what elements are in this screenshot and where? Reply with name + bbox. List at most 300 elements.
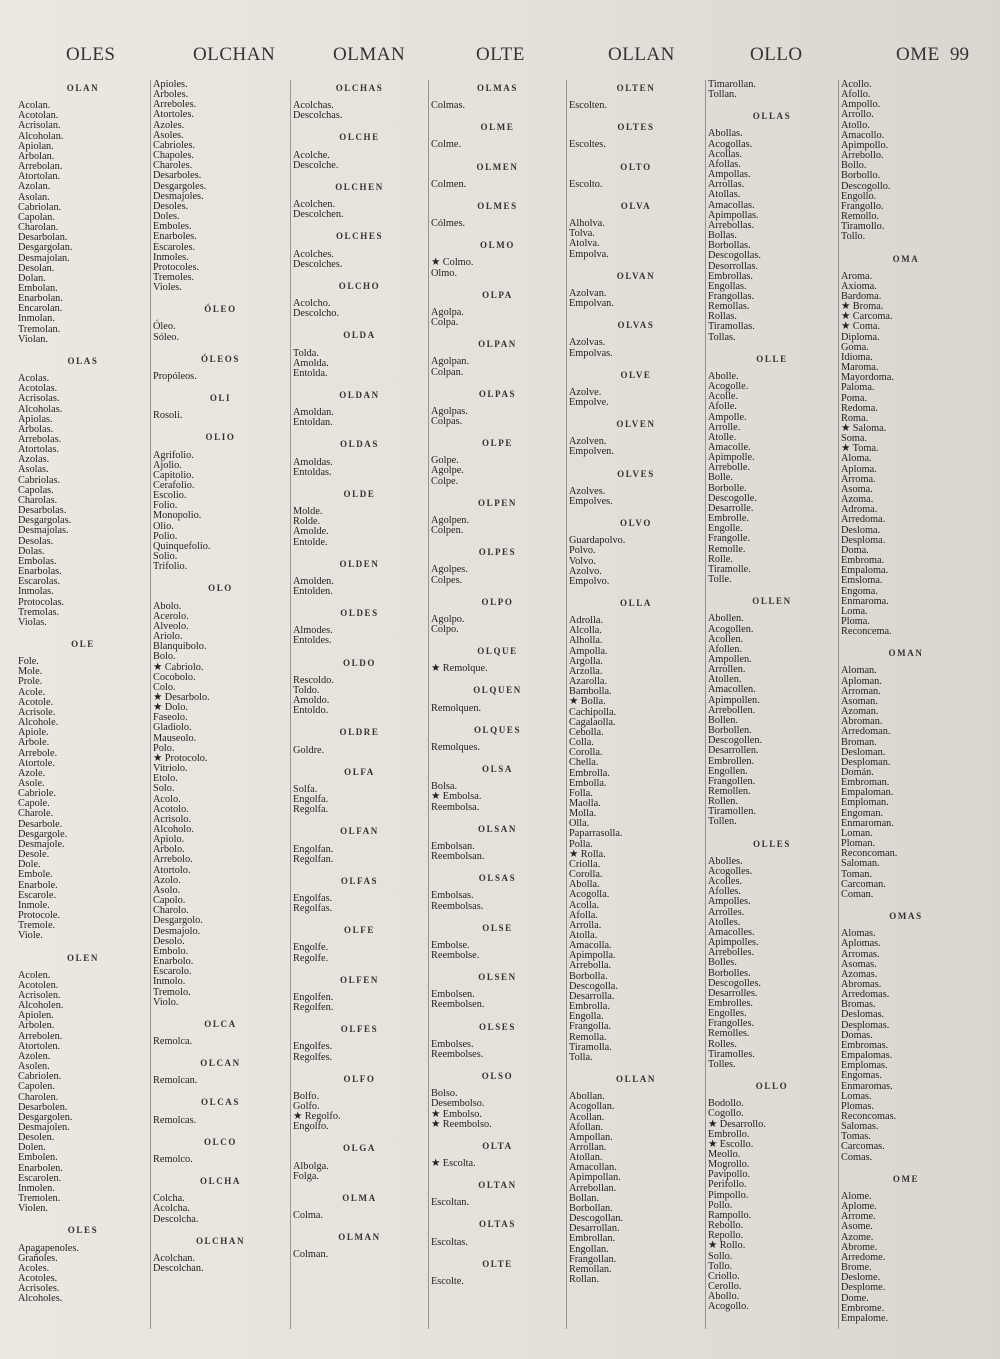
word-entry: Atortolan. xyxy=(18,171,61,183)
word-entry: Arredoman. xyxy=(841,726,891,738)
word-entry: Acolen. xyxy=(18,969,51,981)
word-entry: ★ Cabriolo. xyxy=(153,661,204,673)
word-entry: Embrolles. xyxy=(708,997,753,1009)
word-entry: Acotolo. xyxy=(153,803,189,815)
section-heading: OMAS xyxy=(889,911,923,922)
word-entry: ★ Escollo. xyxy=(708,1138,754,1150)
word-entry: Tiramollas. xyxy=(708,321,755,333)
word-entry: Agolpe. xyxy=(431,465,464,477)
word-entry: Empolves. xyxy=(569,495,613,507)
word-entry: Toman. xyxy=(841,868,873,880)
word-entry: Bollas. xyxy=(708,230,737,242)
word-entry: Emplomas. xyxy=(841,1060,888,1072)
word-entry: Aplome. xyxy=(841,1201,877,1213)
word-entry: Desmajolas. xyxy=(18,525,69,537)
word-entry: Cagalaolla. xyxy=(569,716,616,728)
word-entry: Entoldas. xyxy=(293,466,332,478)
word-entry: Arrebollas. xyxy=(708,219,755,231)
word-entry: Descogollo. xyxy=(841,180,891,192)
word-entry: Goma. xyxy=(841,341,869,353)
word-entry: Arrebole. xyxy=(18,747,58,759)
word-entry: Charolas. xyxy=(18,494,58,506)
word-entry: Adroma. xyxy=(841,504,878,516)
word-entry: Dolas. xyxy=(18,545,45,557)
word-entry: Almodes. xyxy=(293,625,333,637)
word-entry: Apiolan. xyxy=(18,140,54,152)
running-head: OLES xyxy=(66,44,116,65)
word-entry: Solo. xyxy=(153,783,175,795)
word-entry: Bardoma. xyxy=(841,290,882,302)
word-entry: Olmo. xyxy=(431,267,458,279)
word-entry: Tolles. xyxy=(708,1058,736,1070)
section-heading: OLE xyxy=(71,638,95,649)
word-entry: Asomas. xyxy=(841,958,877,970)
word-entry: Corolla. xyxy=(569,869,603,881)
word-entry: Repollo. xyxy=(708,1230,744,1242)
word-entry: Mole. xyxy=(18,666,43,678)
column-divider xyxy=(290,80,291,1329)
section-heading: OLSAN xyxy=(477,823,517,834)
word-entry: Desolen. xyxy=(18,1132,55,1144)
section-heading: OLLES xyxy=(752,838,791,849)
word-entry: Reconcomas. xyxy=(841,1111,897,1122)
word-entry: Tollan. xyxy=(708,89,737,101)
word-entry: Embolla. xyxy=(569,777,607,789)
word-entry: Aloman. xyxy=(841,665,877,677)
word-entry: Charolen. xyxy=(18,1091,59,1103)
word-entry: Dome. xyxy=(841,1292,869,1304)
word-entry: ★ Broma. xyxy=(841,301,884,313)
word-entry: Solio. xyxy=(153,551,178,563)
word-entry: Alcoholes. xyxy=(18,1293,63,1305)
word-entry: Atolle. xyxy=(708,431,737,443)
word-entry: Abrome. xyxy=(841,1241,878,1253)
word-entry: Colpo. xyxy=(431,624,459,635)
word-entry: Desgargolo. xyxy=(153,915,203,927)
section-heading: OLLAN xyxy=(615,1074,656,1085)
word-entry: Loma. xyxy=(841,605,868,617)
word-entry: Arrebollo. xyxy=(841,150,884,162)
word-entry: Remolcan. xyxy=(153,1075,198,1087)
word-entry: Engollen. xyxy=(708,765,748,777)
word-entry: Cocobolo. xyxy=(153,671,196,683)
word-entry: ★ Desarrollo. xyxy=(708,1118,766,1130)
word-entry: Acolla. xyxy=(569,899,600,911)
word-entry: Desarbolas. xyxy=(18,505,67,517)
page-number: 99 xyxy=(950,44,969,65)
word-entry: Borbolles. xyxy=(708,967,751,979)
word-entry: Remolle. xyxy=(708,543,746,555)
word-entry: Rolde. xyxy=(293,516,321,528)
word-entry: Azolves. xyxy=(569,485,606,497)
word-entry: Tiramolla. xyxy=(569,1041,612,1053)
word-entry: Ploma. xyxy=(841,615,870,627)
word-entry: ★ Regolfo. xyxy=(293,1111,341,1123)
word-entry: Afollen. xyxy=(708,643,743,655)
word-entry: Empaloman. xyxy=(841,787,894,799)
word-entry: Arrebolan. xyxy=(18,161,63,173)
section-heading: OLGA xyxy=(343,1143,376,1154)
section-heading: OLFAN xyxy=(340,826,379,837)
word-entry: Acrisoles. xyxy=(18,1283,60,1295)
section-heading: OLVEN xyxy=(616,419,656,430)
word-entry: Rollen. xyxy=(708,796,739,808)
word-entry: Arrebolles. xyxy=(708,947,755,959)
word-entry: Arrebolas. xyxy=(18,434,62,445)
word-entry: Saloman. xyxy=(841,858,880,870)
word-entry: Colpas. xyxy=(431,415,463,427)
word-entry: Charolo. xyxy=(153,905,189,917)
word-entry: Amacollen. xyxy=(708,684,756,696)
word-entry: Loman. xyxy=(841,827,873,839)
section-heading: OLQUE xyxy=(477,646,518,657)
word-entry: Azolvas. xyxy=(569,337,606,349)
section-heading: OLSE xyxy=(482,922,513,933)
word-entry: Descolcha. xyxy=(153,1213,199,1225)
word-entry: Acollo. xyxy=(841,79,872,90)
word-entry: Protocolas. xyxy=(18,596,65,608)
word-entry: Embrollo. xyxy=(708,1128,750,1140)
word-entry: Capolen. xyxy=(18,1081,55,1093)
word-entry: Entolden. xyxy=(293,586,333,597)
word-entry: Remollen. xyxy=(708,786,751,797)
word-entry: Apimpolle. xyxy=(708,452,755,464)
word-entry: Azolen. xyxy=(18,1050,51,1062)
word-entry: Acolles. xyxy=(708,876,743,888)
word-entry: Abroman. xyxy=(841,716,883,728)
word-entry: Amolde. xyxy=(293,526,329,538)
section-heading: OLDAS xyxy=(339,439,379,450)
word-entry: Embrolla. xyxy=(569,1001,610,1013)
word-entry: Frangollan. xyxy=(569,1253,617,1265)
word-entry: Colmas. xyxy=(431,100,466,112)
word-entry: Bambolla. xyxy=(569,686,612,698)
section-heading: OMA xyxy=(892,253,920,264)
word-entry: Embolen. xyxy=(18,1152,58,1164)
word-entry: ★ Embolso. xyxy=(431,1108,482,1120)
word-entry: ★ Remolque. xyxy=(431,663,488,675)
word-entry: Amacolle. xyxy=(708,442,751,453)
word-entry: Atollas. xyxy=(708,189,741,201)
word-entry: Remolques. xyxy=(431,741,480,753)
word-entry: Tollo. xyxy=(841,231,866,243)
section-heading: OLVE xyxy=(620,369,652,380)
word-entry: Acotolen. xyxy=(18,979,59,991)
word-entry: Tiramolle. xyxy=(708,563,751,575)
section-heading: OLMES xyxy=(477,200,518,211)
word-entry: Inmoles. xyxy=(153,251,189,263)
word-entry: Olla. xyxy=(569,818,590,830)
section-heading: OLFEN xyxy=(339,974,379,985)
word-entry: Rebollo. xyxy=(708,1220,744,1232)
word-entry: Pimpollo. xyxy=(708,1189,749,1201)
word-entry: Bollan. xyxy=(569,1192,600,1204)
word-entry: Ampolle. xyxy=(708,411,747,423)
word-entry: Molde. xyxy=(293,506,323,518)
word-entry: Amacollo. xyxy=(841,129,885,141)
word-entry: Atortolo. xyxy=(153,864,191,876)
word-entry: Arrollo. xyxy=(841,109,874,121)
word-entry: Borbolle. xyxy=(708,482,747,494)
word-entry: Desplomas. xyxy=(841,1019,890,1031)
word-entry: Apiolen. xyxy=(18,1010,54,1022)
section-heading: OLCA xyxy=(204,1018,237,1029)
word-entry: Tremolen. xyxy=(18,1193,61,1205)
section-heading: OLCHA xyxy=(199,1176,241,1187)
word-entry: Paloma. xyxy=(841,382,875,394)
word-entry: Afolla. xyxy=(569,909,598,921)
word-entry: Folla. xyxy=(569,787,593,799)
word-entry: Arbolen. xyxy=(18,1020,55,1032)
word-entry: Desmajole. xyxy=(18,838,65,850)
word-column xyxy=(153,80,288,1274)
word-entry: Descogolla. xyxy=(569,980,618,992)
word-entry: Albolga. xyxy=(293,1160,329,1172)
word-entry: Capolas. xyxy=(18,484,54,496)
word-entry: Violes. xyxy=(153,282,182,294)
section-heading: OLDRE xyxy=(339,727,380,738)
word-entry: Embolas. xyxy=(18,555,57,567)
word-entry: Desgargole. xyxy=(18,828,68,840)
word-entry: Atortolas. xyxy=(18,444,59,456)
word-entry: Polo. xyxy=(153,742,175,754)
section-heading: OLLO xyxy=(755,1081,789,1092)
word-entry: Engoman. xyxy=(841,807,884,819)
word-entry: Borbollo. xyxy=(841,170,881,182)
word-entry: Grañoles. xyxy=(18,1252,58,1264)
word-entry: Volvo. xyxy=(569,555,596,567)
word-entry: Azole. xyxy=(18,767,46,779)
word-entry: Embroma. xyxy=(841,555,885,567)
word-entry: Arrebolla. xyxy=(569,960,612,972)
word-entry: Inmolen. xyxy=(18,1182,55,1194)
word-entry: Cólmes. xyxy=(431,218,466,230)
word-entry: Dolen. xyxy=(18,1142,46,1154)
word-entry: Reembolsas. xyxy=(431,900,484,912)
word-entry: Mogrollo. xyxy=(708,1159,750,1171)
word-entry: Descolchan. xyxy=(153,1263,204,1274)
word-entry: Amoldan. xyxy=(293,407,334,419)
word-entry: Cebolla. xyxy=(569,726,604,738)
word-entry: Aploma. xyxy=(841,463,877,475)
word-entry: Emploman. xyxy=(841,797,889,809)
word-entry: Poma. xyxy=(841,392,868,404)
word-entry: Rescoldo. xyxy=(293,674,334,686)
word-entry: Ariolo. xyxy=(153,631,183,643)
word-entry: Tiramolles. xyxy=(708,1048,755,1060)
word-entry: Colmen. xyxy=(431,178,467,190)
section-heading: OLMEN xyxy=(476,161,519,172)
word-entry: Desolo. xyxy=(153,935,185,947)
section-heading: OLFA xyxy=(344,766,375,777)
word-entry: Engolles. xyxy=(708,1008,747,1020)
word-entry: Escarole. xyxy=(18,889,57,901)
word-entry: Corolla. xyxy=(569,747,603,759)
word-entry: ★ Escolta. xyxy=(431,1158,476,1169)
word-entry: ★ Carcoma. xyxy=(841,311,893,323)
section-heading: OLSES xyxy=(478,1021,517,1032)
word-entry: Ploman. xyxy=(841,838,876,850)
word-entry: Reembolsan. xyxy=(431,851,485,863)
word-entry: Embrolla. xyxy=(569,767,610,779)
word-entry: Alomas. xyxy=(841,928,876,940)
word-entry: Capolo. xyxy=(153,895,186,907)
word-entry: Inmolas. xyxy=(18,586,54,598)
word-entry: Meollo. xyxy=(708,1149,741,1160)
word-entry: Violan. xyxy=(18,333,48,345)
word-entry: Blanquibolo. xyxy=(153,641,207,653)
word-entry: Óleo. xyxy=(153,321,176,333)
section-heading: OLES xyxy=(67,1225,99,1236)
word-entry: Viole. xyxy=(18,930,43,942)
word-entry: Arromas. xyxy=(841,948,880,960)
word-entry: Cabriolen. xyxy=(18,1071,62,1083)
word-entry: Polio. xyxy=(153,530,178,542)
word-entry: Arrollan. xyxy=(569,1141,607,1153)
section-heading: OLAS xyxy=(67,355,99,366)
word-entry: Desgargoles. xyxy=(153,180,207,192)
word-entry: Empolva. xyxy=(569,248,609,260)
word-entry: Borbollan. xyxy=(569,1202,613,1214)
word-entry: Agolpo. xyxy=(431,613,465,625)
word-entry: Remollan. xyxy=(569,1263,612,1275)
word-entry: Escarolen. xyxy=(18,1172,62,1184)
word-entry: Acrisolan. xyxy=(18,120,61,132)
word-entry: Desploman. xyxy=(841,756,891,768)
word-entry: Desplome. xyxy=(841,1282,886,1294)
word-entry: Sóleo. xyxy=(153,331,180,343)
word-entry: Descolches. xyxy=(293,258,343,270)
word-entry: Inmole. xyxy=(18,899,50,911)
word-entry: Cabriolan. xyxy=(18,201,62,213)
section-heading: OLPA xyxy=(482,289,513,300)
section-heading: OLVES xyxy=(617,468,655,479)
section-heading: OLCHAN xyxy=(195,1235,246,1246)
word-entry: Doma. xyxy=(841,544,869,556)
column-divider xyxy=(150,80,151,1329)
word-entry: Ampollan. xyxy=(569,1131,613,1143)
word-entry: Arrollen. xyxy=(708,664,746,676)
running-head: OLTE xyxy=(476,44,525,65)
word-entry: Tomas. xyxy=(841,1131,871,1143)
word-entry: Arrebolle. xyxy=(708,462,751,474)
section-heading: OLLA xyxy=(620,598,652,608)
word-entry: Bollen. xyxy=(708,714,739,726)
word-entry: Asoman. xyxy=(841,695,878,707)
word-entry: Remolla. xyxy=(569,1031,607,1043)
word-entry: ★ Embolsa. xyxy=(431,791,482,803)
word-entry: ★ Reembolso. xyxy=(431,1118,492,1130)
word-entry: Afollo. xyxy=(841,89,871,101)
word-entry: Aroma. xyxy=(841,270,873,282)
word-entry: Ampolla. xyxy=(569,645,608,657)
word-entry: Arrebollen. xyxy=(708,704,756,716)
word-entry: Maolla. xyxy=(569,797,601,809)
word-entry: Acolas. xyxy=(18,373,50,385)
word-entry: Acerolo. xyxy=(153,610,189,622)
word-entry: Embrome. xyxy=(841,1302,885,1314)
word-entry: Azoma. xyxy=(841,494,874,506)
word-column xyxy=(841,80,971,1324)
section-heading: OLCHO xyxy=(338,280,381,291)
word-entry: Alcoholas. xyxy=(18,403,63,415)
section-heading: OLIO xyxy=(205,432,236,443)
word-entry: Aloma. xyxy=(841,453,872,465)
word-entry: Acolche. xyxy=(293,149,330,161)
word-entry: Engolfe. xyxy=(293,942,329,954)
word-entry: Acogolla. xyxy=(569,889,610,901)
word-entry: Alcohole. xyxy=(18,717,59,729)
word-entry: Alholva. xyxy=(569,218,605,230)
section-heading: OLPAN xyxy=(478,339,517,350)
word-entry: Desarrolle. xyxy=(708,502,754,514)
word-entry: Desembolso. xyxy=(431,1098,485,1110)
word-entry: Colcha. xyxy=(153,1193,185,1205)
word-entry: Afolles. xyxy=(708,886,741,898)
word-entry: Frangollo. xyxy=(841,200,884,212)
word-entry: Abollan. xyxy=(569,1091,605,1103)
section-heading: OLPAS xyxy=(478,388,517,399)
word-entry: Apagapenoles. xyxy=(18,1242,79,1254)
word-entry: Doles. xyxy=(153,211,180,223)
word-entry: Atolla. xyxy=(569,930,598,941)
word-entry: Desgargolan. xyxy=(18,242,73,254)
word-entry: Pollo. xyxy=(708,1199,733,1211)
word-entry: Embolsen. xyxy=(431,989,475,1001)
word-entry: Engollas. xyxy=(708,280,747,292)
column-divider xyxy=(566,80,567,1329)
word-entry: Azolvan. xyxy=(569,287,607,299)
word-entry: Colpan. xyxy=(431,366,464,378)
word-entry: Abollas. xyxy=(708,128,743,140)
word-entry: Descogollan. xyxy=(569,1213,624,1225)
word-entry: Azome. xyxy=(841,1231,874,1243)
section-heading: OLCHES xyxy=(335,231,384,242)
word-entry: Arredoma. xyxy=(841,514,886,526)
word-entry: Bolles. xyxy=(708,957,737,969)
word-entry: Alcoholan. xyxy=(18,130,64,142)
word-entry: Remollo. xyxy=(841,211,880,223)
word-entry: Atolva. xyxy=(569,238,600,250)
word-entry: Abolle. xyxy=(708,370,739,382)
running-head: OLLAN xyxy=(608,44,675,65)
word-entry: Ampollo. xyxy=(841,99,881,111)
word-entry: Empolvo. xyxy=(569,575,610,587)
word-entry: Tollen. xyxy=(708,816,737,828)
word-entry: Regolfa. xyxy=(293,804,329,816)
word-entry: Guardapolvo. xyxy=(569,535,626,547)
word-entry: Polvo. xyxy=(569,545,596,557)
word-entry: Arrolle. xyxy=(708,421,741,433)
word-entry: Descogollas. xyxy=(708,250,761,262)
word-entry: Afollan. xyxy=(569,1121,604,1133)
word-entry: Violo. xyxy=(153,996,179,1008)
section-heading: ÓLEO xyxy=(204,304,237,315)
section-heading: OLFO xyxy=(343,1073,376,1084)
word-entry: Desgargolas. xyxy=(18,515,72,527)
word-entry: Solfa. xyxy=(293,783,318,795)
word-entry: Escoltes. xyxy=(569,139,606,151)
word-entry: Descolcho. xyxy=(293,308,340,320)
word-entry: Arredome. xyxy=(841,1251,886,1263)
word-entry: ★ Bolla. xyxy=(569,696,606,708)
word-entry: Rollas. xyxy=(708,311,737,323)
word-entry: Atollen. xyxy=(708,674,742,686)
word-entry: Empolvas. xyxy=(569,347,613,359)
word-entry: Arboles. xyxy=(153,89,189,101)
word-entry: Ampollas. xyxy=(708,169,751,181)
word-entry: Remolcas. xyxy=(153,1114,197,1126)
